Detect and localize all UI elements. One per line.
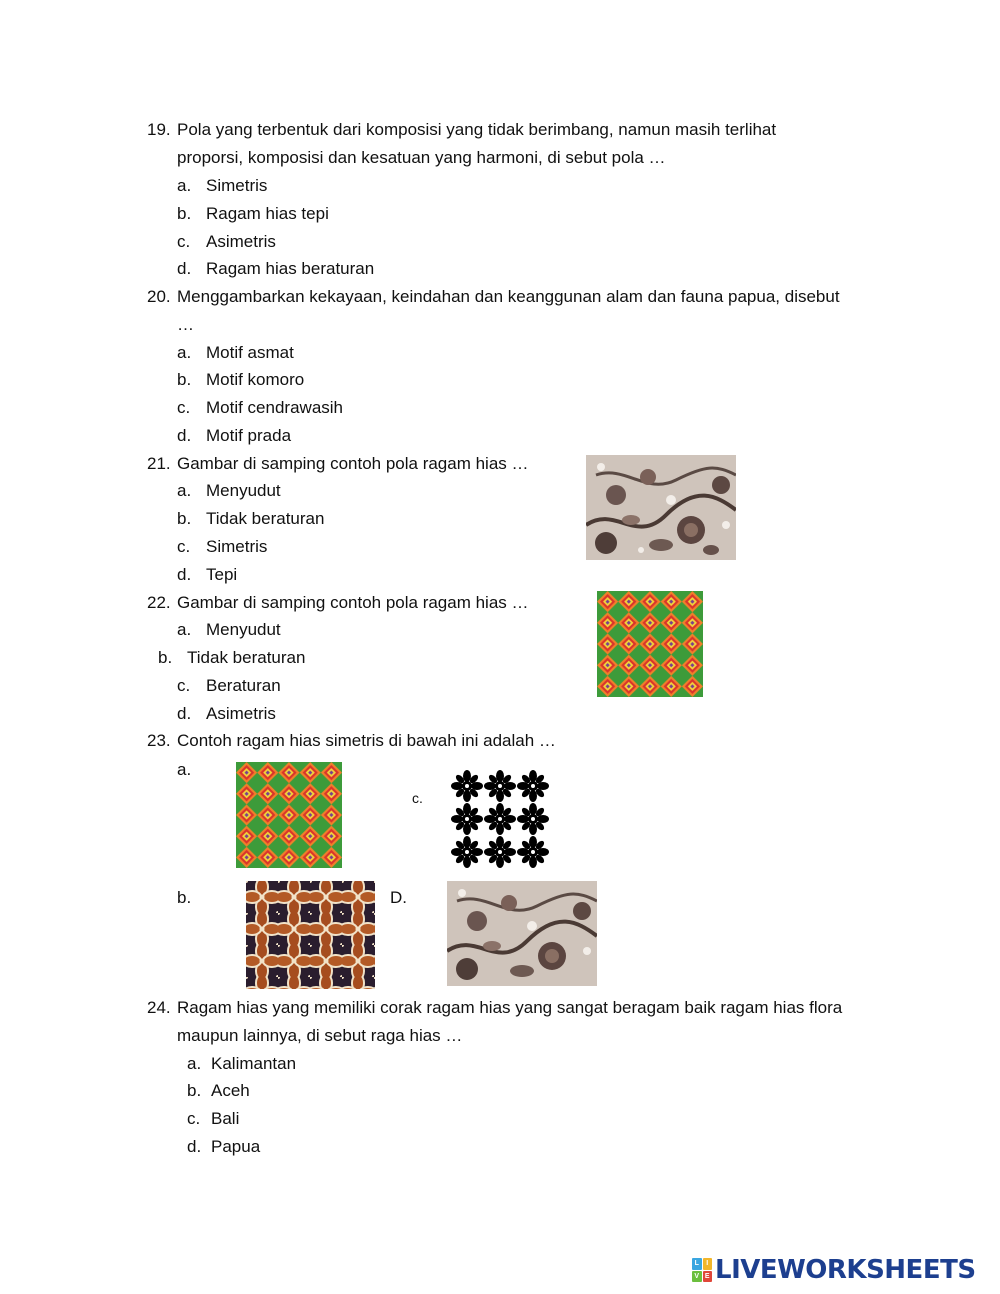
zigzag-pattern-image	[597, 591, 703, 697]
q22-option-a-letter: a.	[177, 620, 192, 639]
q22-option-c-letter: c.	[177, 676, 191, 695]
q19-option-b[interactable]: Ragam hias tepi	[206, 204, 329, 223]
q23-option-d-label[interactable]: D.	[390, 888, 407, 907]
question-24-number: 24.	[147, 998, 171, 1017]
badge-letter-i: I	[703, 1258, 713, 1270]
liveworksheets-badge-icon	[692, 1258, 712, 1282]
liveworksheets-logo	[692, 1255, 976, 1285]
question-23-text: Contoh ragam hias simetris di bawah ini adalah …	[177, 731, 556, 750]
q19-option-d[interactable]: Ragam hias beraturan	[206, 259, 375, 278]
q24-option-c[interactable]: Bali	[211, 1109, 240, 1128]
q24-option-a-letter: a.	[187, 1054, 202, 1073]
question-19-number: 19.	[147, 120, 171, 139]
q21-option-d[interactable]: Tepi	[206, 565, 238, 584]
q20-option-b[interactable]: Motif komoro	[206, 370, 305, 389]
q19-option-d-letter: d.	[177, 259, 192, 278]
liveworksheets-logo-text: LIVEWORKSHEETS	[715, 1255, 976, 1285]
q20-option-d[interactable]: Motif prada	[206, 426, 292, 445]
q22-option-d-letter: d.	[177, 704, 192, 723]
question-24-text-line1: Ragam hias yang memiliki corak ragam hias yang sangat beragam baik ragam hias flora	[177, 998, 843, 1017]
q21-option-b-letter: b.	[177, 509, 192, 528]
question-20-number: 20.	[147, 287, 171, 306]
question-19-text-line2: proporsi, komposisi dan kesatuan yang harmoni, di sebut pola …	[177, 148, 666, 167]
question-21-text: Gambar di samping contoh pola ragam hias …	[177, 454, 529, 473]
q20-option-a-letter: a.	[177, 343, 192, 362]
q22-option-d[interactable]: Asimetris	[206, 704, 276, 723]
q19-option-a[interactable]: Simetris	[206, 176, 268, 195]
q23-option-b-label[interactable]: b.	[177, 888, 192, 907]
badge-letter-e: E	[703, 1271, 713, 1283]
question-24-text-line2: maupun lainnya, di sebut raga hias …	[177, 1026, 463, 1045]
q20-option-d-letter: d.	[177, 426, 192, 445]
badge-letter-v: V	[692, 1271, 702, 1283]
q23-option-c-label[interactable]: c.	[412, 790, 423, 806]
question-20-text-line2: …	[177, 315, 194, 334]
q23-option-a-label[interactable]: a.	[177, 760, 192, 779]
q21-option-b[interactable]: Tidak beraturan	[206, 509, 325, 528]
q21-option-d-letter: d.	[177, 565, 192, 584]
q24-option-c-letter: c.	[187, 1109, 201, 1128]
batik-floral-image	[586, 455, 736, 560]
q23-zigzag-image[interactable]	[236, 762, 342, 868]
q21-option-a[interactable]: Menyudut	[206, 481, 281, 500]
q23-batik-floral-image[interactable]	[447, 881, 597, 986]
q24-option-b-letter: b.	[187, 1081, 202, 1100]
q20-option-c[interactable]: Motif cendrawasih	[206, 398, 344, 417]
q21-option-c[interactable]: Simetris	[206, 537, 268, 556]
q24-option-d[interactable]: Papua	[211, 1137, 261, 1156]
q21-option-c-letter: c.	[177, 537, 191, 556]
question-19-text-line1: Pola yang terbentuk dari komposisi yang tidak berimbang, namun masih terlihat	[177, 120, 777, 139]
q20-option-c-letter: c.	[177, 398, 191, 417]
q19-option-c-letter: c.	[177, 232, 191, 251]
q24-option-d-letter: d.	[187, 1137, 202, 1156]
q24-option-a[interactable]: Kalimantan	[211, 1054, 297, 1073]
q19-option-b-letter: b.	[177, 204, 192, 223]
q20-option-b-letter: b.	[177, 370, 192, 389]
q22-option-b-letter: b.	[158, 648, 173, 667]
q22-option-a[interactable]: Menyudut	[206, 620, 281, 639]
q24-option-b[interactable]: Aceh	[211, 1081, 250, 1100]
q19-option-a-letter: a.	[177, 176, 192, 195]
q22-option-b[interactable]: Tidak beraturan	[187, 648, 306, 667]
question-22-text: Gambar di samping contoh pola ragam hias …	[177, 593, 529, 612]
q21-option-a-letter: a.	[177, 481, 192, 500]
black-flower-pattern-image[interactable]	[451, 770, 549, 868]
question-21-number: 21.	[147, 454, 171, 473]
q22-option-c[interactable]: Beraturan	[206, 676, 281, 695]
question-22-number: 22.	[147, 593, 171, 612]
question-20-text-line1: Menggambarkan kekayaan, keindahan dan keanggunan alam dan fauna papua, disebut	[177, 287, 840, 306]
badge-letter-l: L	[692, 1258, 702, 1270]
question-23-number: 23.	[147, 731, 171, 750]
kawung-batik-image[interactable]	[246, 881, 375, 989]
q19-option-c[interactable]: Asimetris	[206, 232, 276, 251]
q20-option-a[interactable]: Motif asmat	[206, 343, 294, 362]
